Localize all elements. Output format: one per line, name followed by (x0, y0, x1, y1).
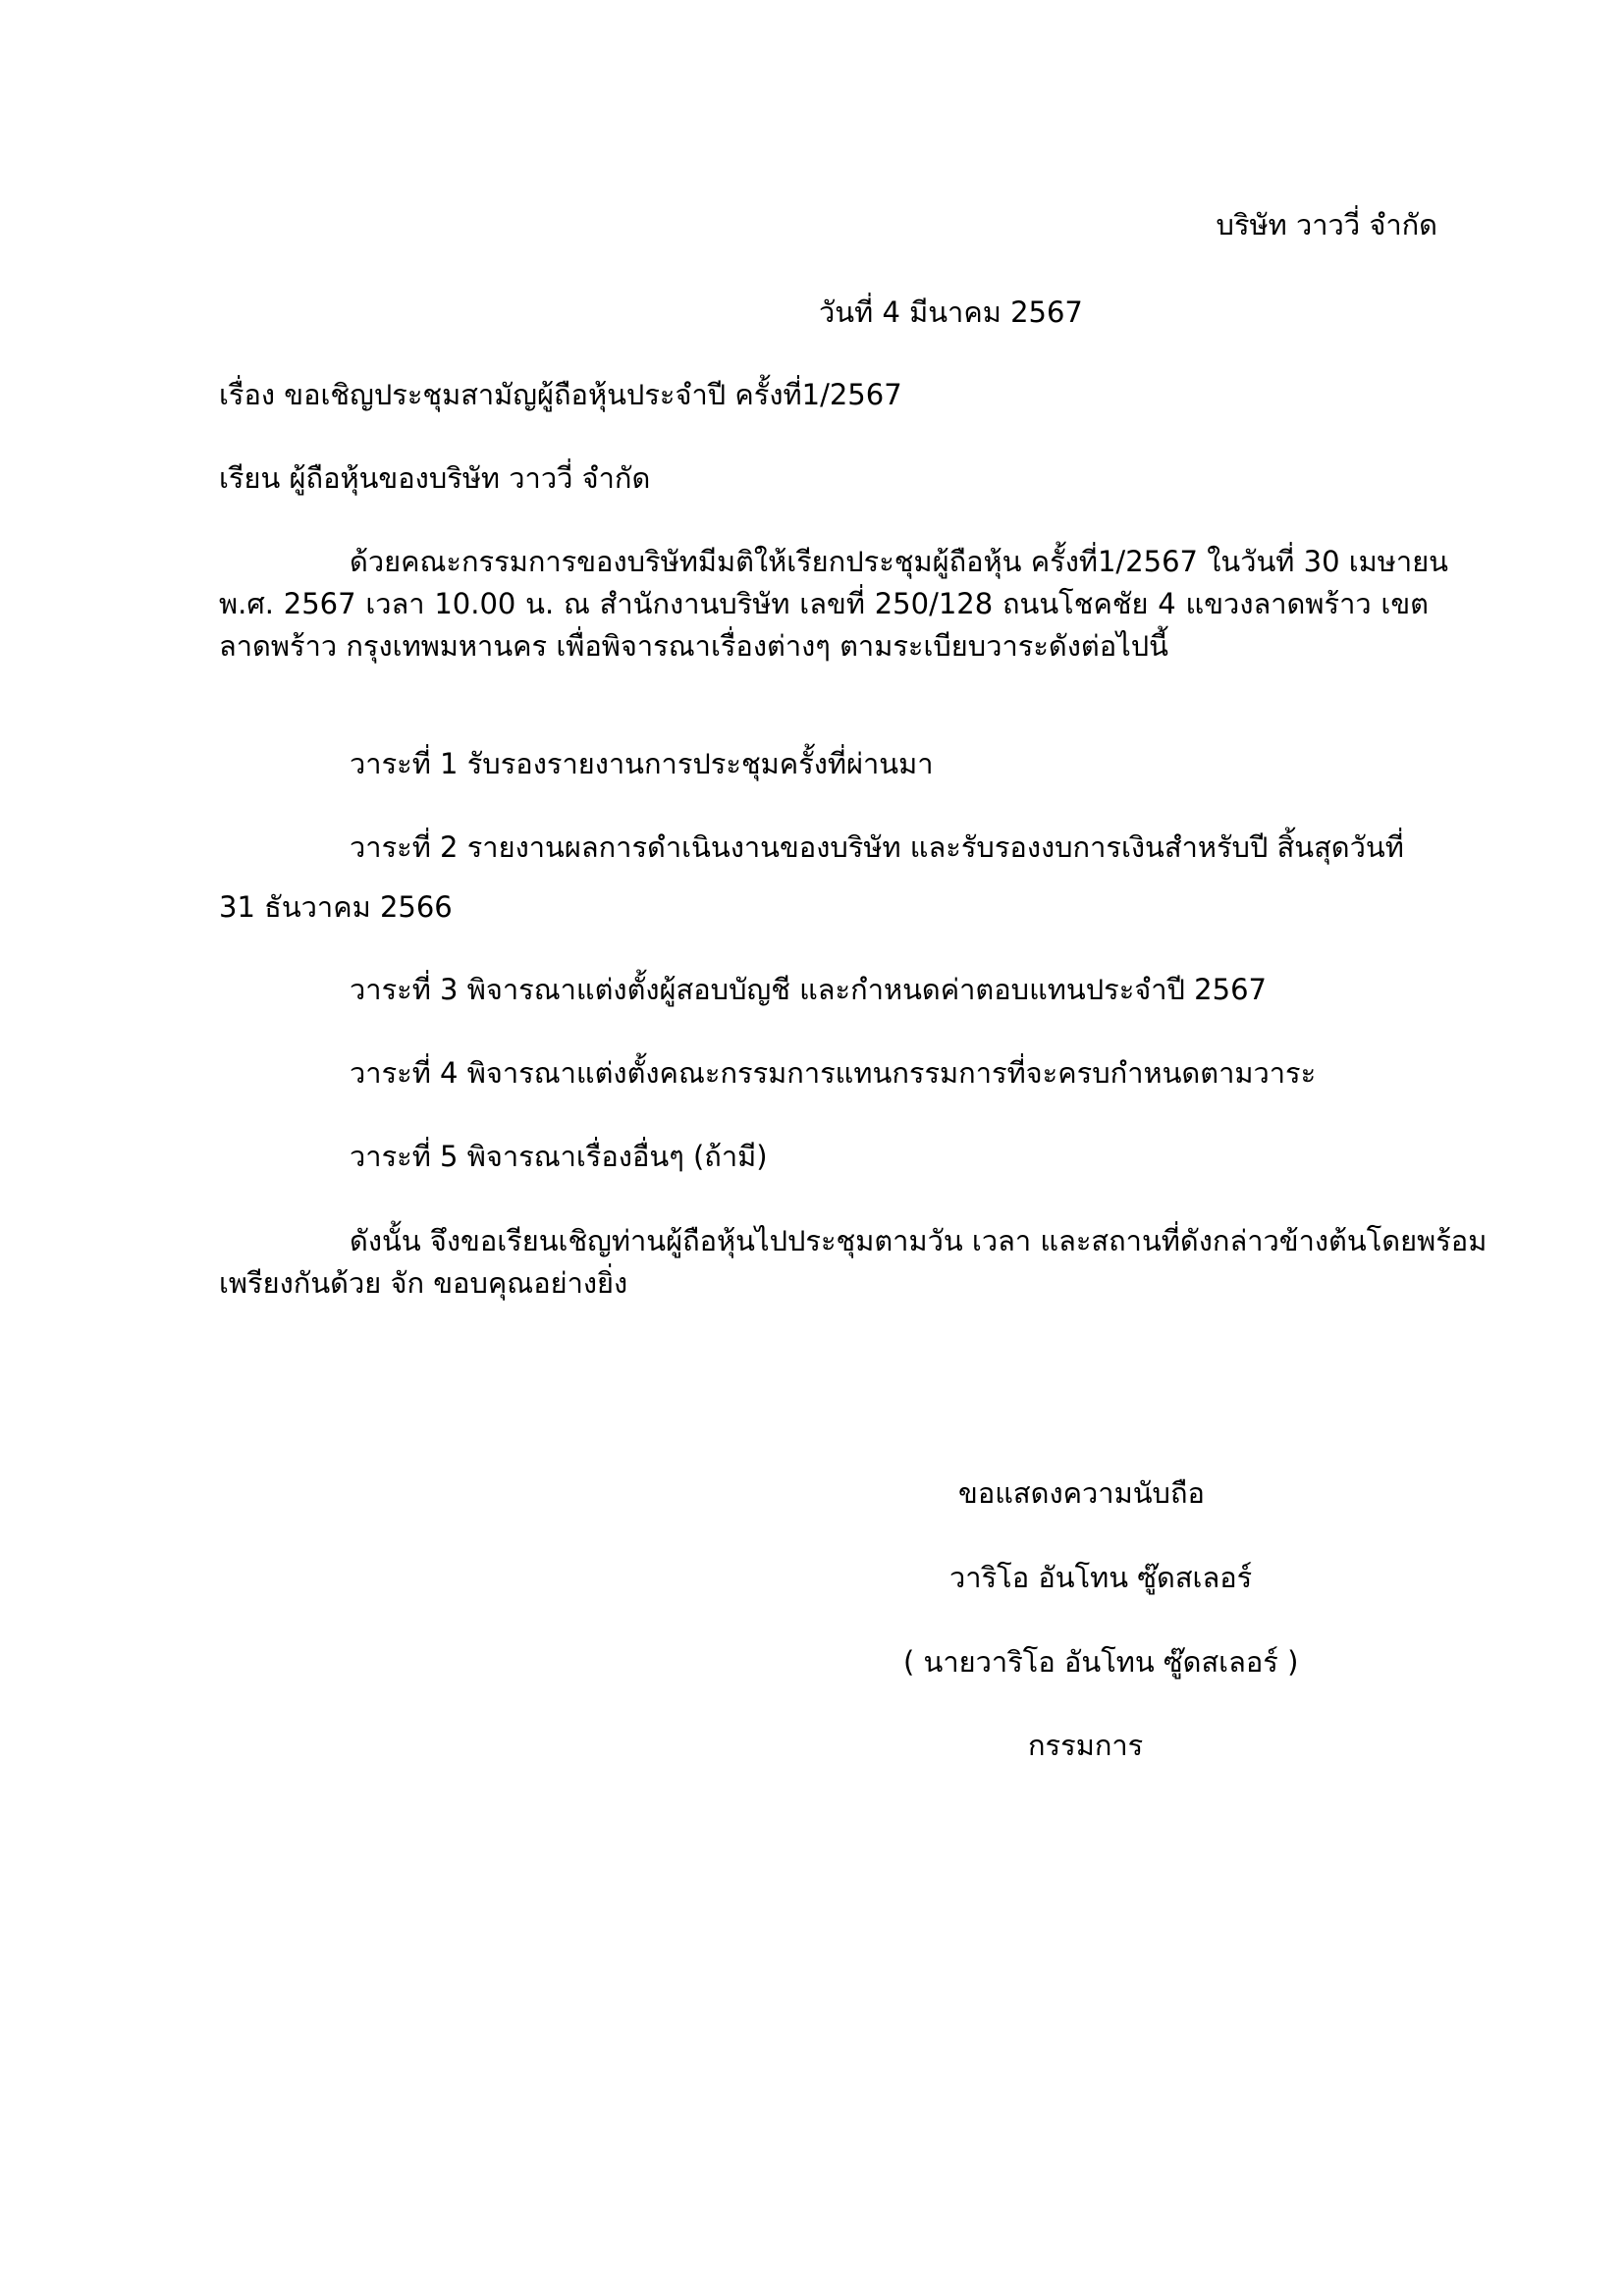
agenda-item-4: วาระที่ 4 พิจารณาแต่งตั้งคณะกรรมการแทนกรรมการที่จะครบกำหนดตามวาระ (350, 1056, 1317, 1090)
closing-paragraph (219, 1220, 1488, 1305)
intro-line-1: ด้วยคณะกรรมการของบริษัทมีมติให้เรียกประชุมผู้ถือหุ้น ครั้งที่1/2567 ในวันที่ 30 เมษายน (350, 545, 1449, 578)
closing-regards: ขอแสดงความนับถือ (958, 1476, 1205, 1510)
agenda-item-2: วาระที่ 2 รายงานผลการดำเนินงานของบริษัท และรับรองงบการเงินสำหรับปี สิ้นสุดวันที่ (350, 830, 1404, 864)
intro-line-2: พ.ศ. 2567 เวลา 10.00 น. ณ สำนักงานบริษัท เลขที่ 250/128 ถนนโชคชัย 4 แขวงลาดพร้าว เขต (219, 587, 1429, 620)
closing-line-1: ดังนั้น จึงขอเรียนเชิญท่านผู้ถือหุ้นไปประชุมตามวัน เวลา และสถานที่ดังกล่าวข้างต้นโดยพร้อม (350, 1224, 1488, 1257)
signatory-name: วาริโอ อันโทน ซู๊ดสเลอร์ (949, 1561, 1253, 1594)
closing-line-2: เพรียงกันด้วย จัก ขอบคุณอย่างยิ่ง (219, 1266, 628, 1300)
intro-line-3: ลาดพร้าว กรุงเทพมหานคร เพื่อพิจารณาเรื่องต่างๆ ตามระเบียบวาระดังต่อไปนี้ (219, 629, 1168, 663)
company-name: บริษัท วาววี่ จำกัด (1216, 208, 1437, 241)
agenda-item-1: วาระที่ 1 รับรองรายงานการประชุมครั้งที่ผ่านมา (350, 747, 934, 780)
letter-date: วันที่ 4 มีนาคม 2567 (819, 295, 1083, 329)
subject-line: เรื่อง ขอเชิญประชุมสามัญผู้ถือหุ้นประจำปี ครั้งที่1/2567 (219, 378, 902, 411)
recipient-line: เรียน ผู้ถือหุ้นของบริษัท วาววี่ จำกัด (219, 461, 651, 495)
signatory-position: กรรมการ (1028, 1729, 1144, 1762)
signatory-printed-name: ( นายวาริโอ อันโทน ซู๊ดสเลอร์ ) (903, 1645, 1299, 1679)
agenda-item-2-continuation: 31 ธันวาคม 2566 (219, 890, 453, 924)
intro-paragraph (219, 541, 1449, 667)
agenda-item-5: วาระที่ 5 พิจารณาเรื่องอื่นๆ (ถ้ามี) (350, 1140, 768, 1173)
agenda-item-3: วาระที่ 3 พิจารณาแต่งตั้งผู้สอบบัญชี และกำหนดค่าตอบแทนประจำปี 2567 (350, 973, 1267, 1006)
